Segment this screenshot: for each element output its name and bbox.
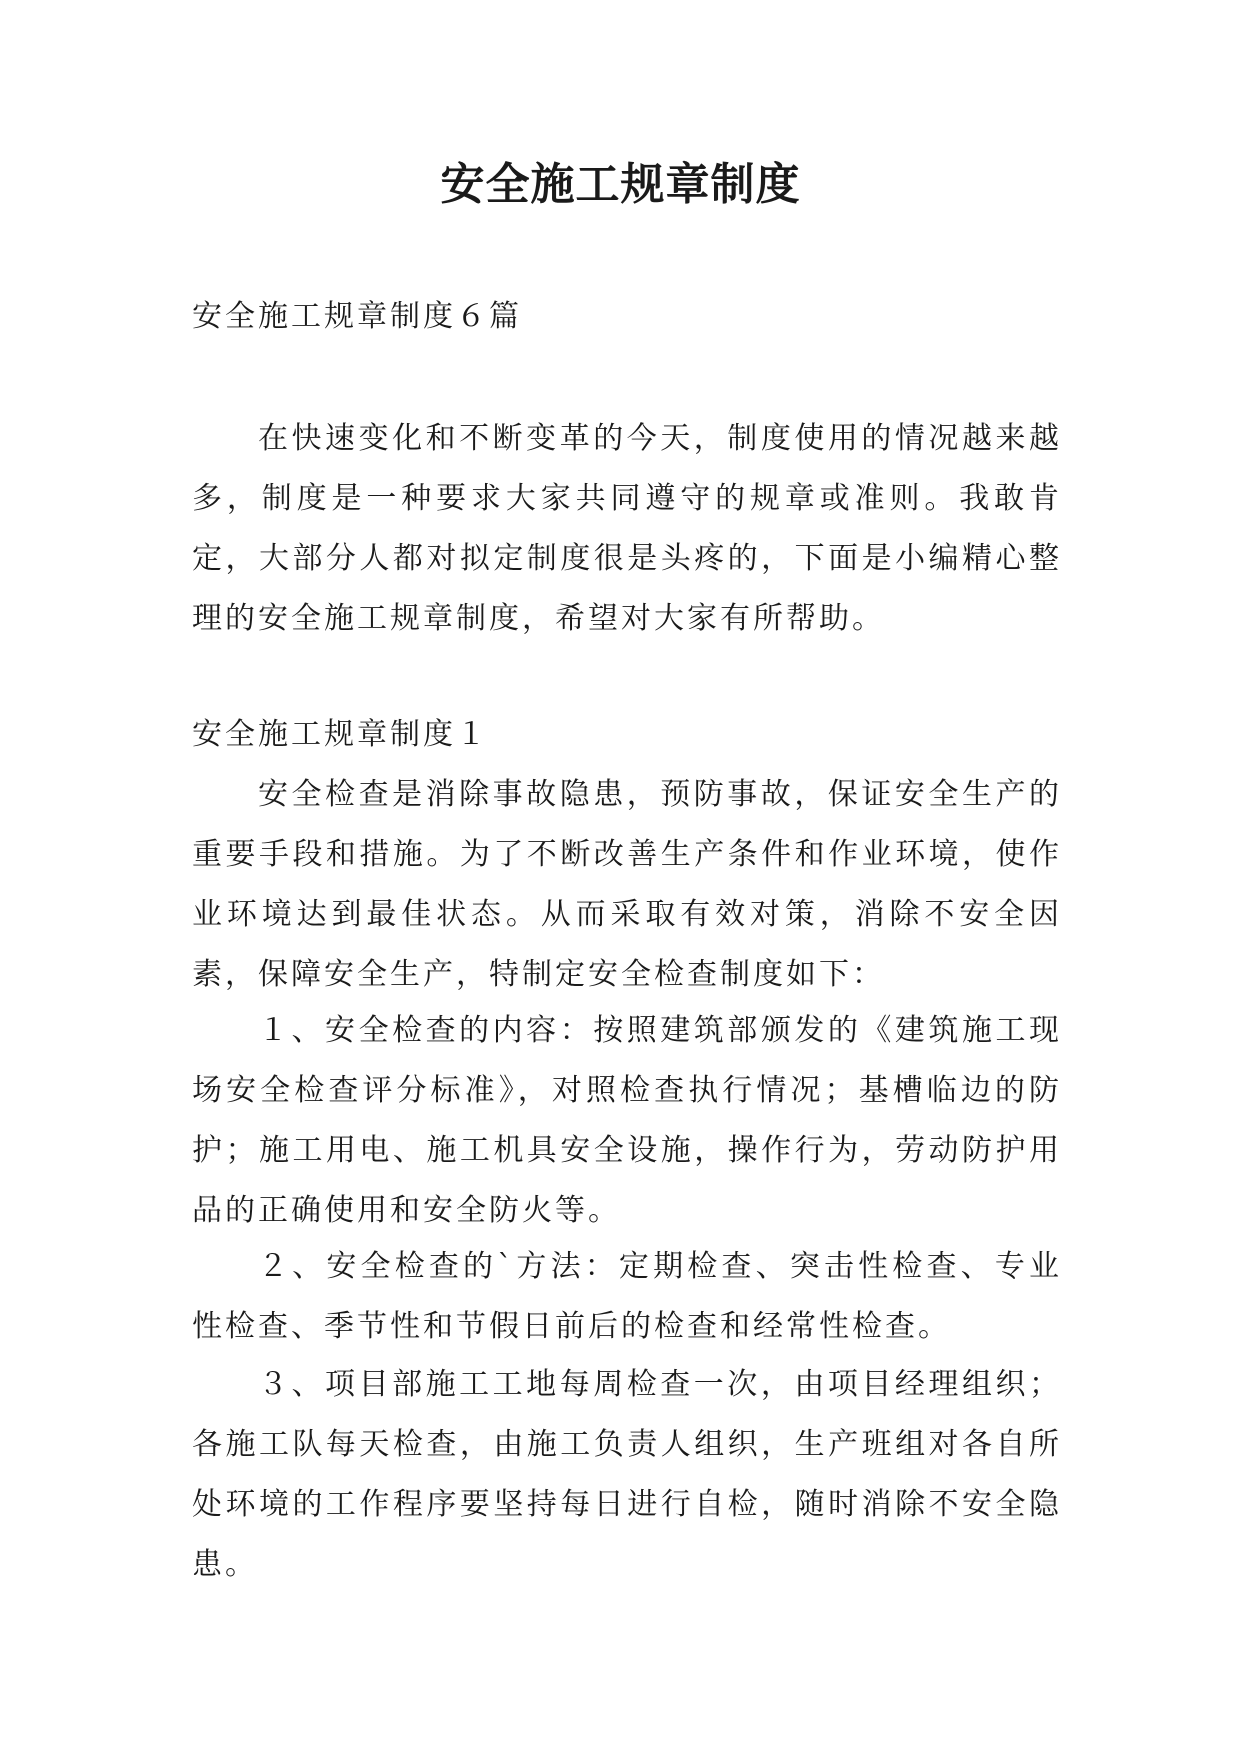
section-paragraph: 安全检查是消除事故隐患，预防事故，保证安全生产的重要手段和措施。为了不断改善生产条件和作业环境，使作业环境达到最佳状态。从而采取有效对策，消除不安全因素，保障安全生产，特制定安全检查制度如下： xyxy=(192,777,1062,992)
document-subtitle: 安全施工规章制度６篇 xyxy=(192,299,522,334)
document-title: 安全施工规章制度 xyxy=(440,159,801,210)
intro-paragraph: 在快速变化和不断变革的今天，制度使用的情况越来越多，制度是一种要求大家共同遵守的规章或准则。我敢肯定，大部分人都对拟定制度很是头疼的，下面是小编精心整理的安全施工规章制度，希望对大家有所帮助。 xyxy=(192,421,1062,636)
list-item-3: ３、项目部施工工地每周检查一次，由项目经理组织；各施工队每天检查，由施工负责人组织，生产班组对各自所处环境的工作程序要坚持每日进行自检，随时消除不安全隐患。 xyxy=(192,1367,1062,1582)
section-title: 安全施工规章制度１ xyxy=(192,717,489,752)
list-item-1: １、安全检查的内容：按照建筑部颁发的《建筑施工现场安全检查评分标准》，对照检查执行情况；基槽临边的防护；施工用电、施工机具安全设施，操作行为，劳动防护用品的正确使用和安全防火等。 xyxy=(192,1013,1062,1228)
list-item-2: ２、安全检查的`方法：定期检查、突击性检查、专业性检查、季节性和节假日前后的检查和经常性检查。 xyxy=(192,1249,1062,1344)
